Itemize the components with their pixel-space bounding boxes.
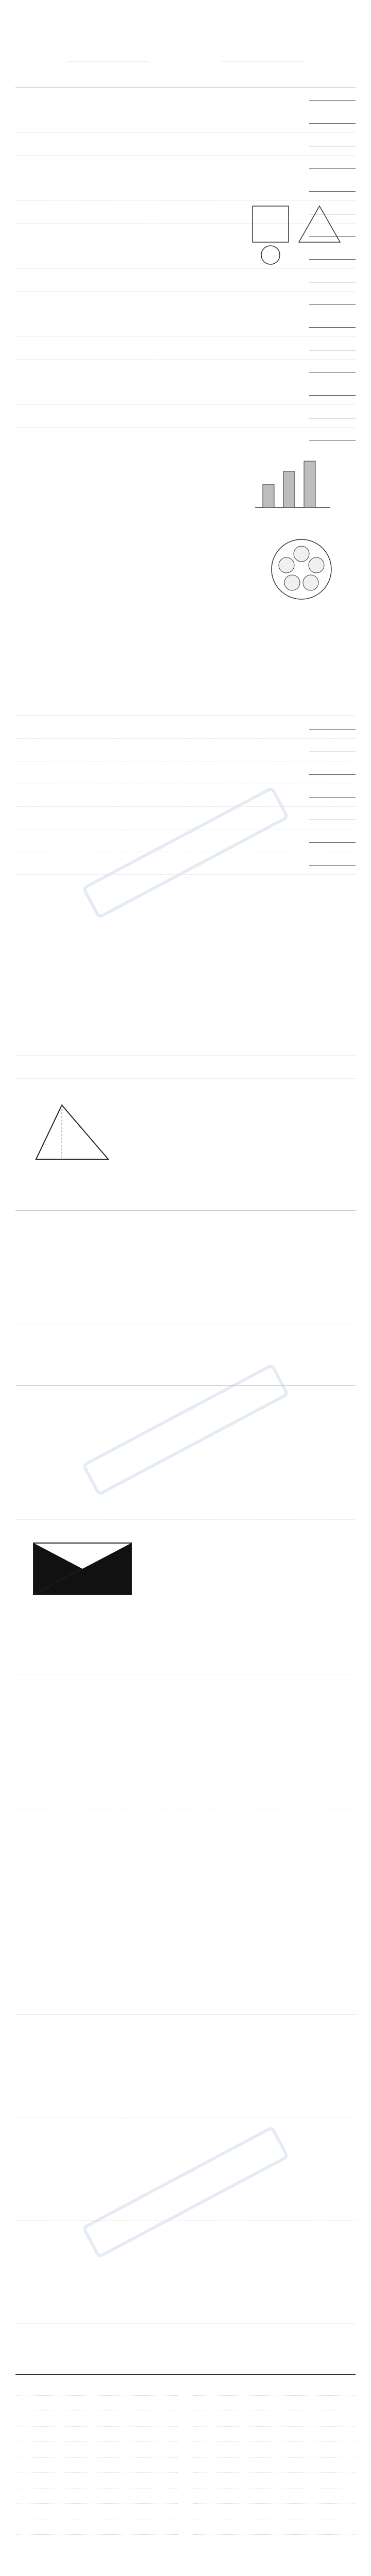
question-text [38, 766, 309, 777]
answer-blank[interactable] [309, 409, 356, 418]
answer-blank[interactable] [309, 720, 356, 730]
answer-key [15, 2360, 356, 2576]
question-text [38, 296, 309, 307]
answer-blank[interactable] [309, 114, 356, 124]
question-text [38, 2019, 356, 2030]
section-heading [15, 701, 356, 716]
question-text [38, 386, 309, 398]
question-number [15, 788, 38, 800]
question-number [15, 2225, 38, 2236]
question-item [15, 2014, 356, 2117]
question-number [15, 766, 38, 777]
question-item [15, 829, 356, 852]
answer-line [193, 2427, 356, 2442]
question-item [15, 133, 356, 156]
question-list [15, 1056, 356, 1079]
exam-meta [31, 49, 340, 63]
answer-line [193, 2504, 356, 2519]
question-number [15, 273, 38, 284]
answer-key-grid [15, 2375, 356, 2535]
question-item [15, 360, 356, 382]
question-text [38, 92, 309, 103]
answer-blank[interactable] [309, 318, 356, 328]
question-text [38, 788, 309, 800]
question-number [15, 2019, 38, 2030]
question-item [15, 852, 356, 875]
question-text [38, 856, 309, 868]
question-number [15, 1812, 38, 1824]
question-number [15, 1060, 38, 1072]
answer-blank[interactable] [309, 766, 356, 775]
answer-line [15, 2396, 178, 2411]
question-text [38, 409, 309, 420]
question-list [15, 1386, 356, 1942]
answer-blank[interactable] [309, 743, 356, 752]
question-text [38, 364, 309, 375]
question-number [15, 318, 38, 330]
answer-line [193, 2411, 356, 2427]
petal [294, 546, 309, 562]
question-text [38, 834, 309, 845]
answer-blank[interactable] [309, 160, 356, 169]
question-text [38, 1060, 356, 1072]
answer-line [193, 2396, 356, 2411]
question-number [15, 1390, 38, 1401]
answer-line [193, 2380, 356, 2396]
question-number [15, 205, 38, 216]
question-number [15, 182, 38, 194]
answer-blank[interactable] [309, 92, 356, 101]
question-item [15, 1674, 356, 1808]
triangle-figure [31, 1097, 113, 1164]
question-item [15, 88, 356, 110]
question-item [15, 2221, 356, 2324]
question-number [15, 1524, 38, 1535]
triangle-outline [36, 1105, 108, 1159]
petal [279, 557, 294, 573]
question-number [15, 432, 38, 443]
question-item [15, 382, 356, 405]
question-item [15, 314, 356, 337]
question-item [15, 337, 356, 360]
question-item [15, 1808, 356, 1942]
question-number [15, 811, 38, 822]
question-number [15, 834, 38, 845]
question-number [15, 743, 38, 754]
section-heading [15, 72, 356, 88]
question-number [15, 720, 38, 732]
answer-blank[interactable] [309, 811, 356, 820]
question-text [38, 720, 309, 732]
question-text [38, 432, 309, 443]
question-item [15, 807, 356, 829]
answer-line [15, 2442, 178, 2458]
question-number [15, 1215, 38, 1226]
answer-blank[interactable] [309, 182, 356, 192]
question-item [15, 1211, 356, 1324]
geometry-figure [242, 196, 345, 268]
figure-bar [263, 484, 274, 507]
answer-line [193, 2442, 356, 2458]
question-number [15, 114, 38, 126]
question-item [15, 2117, 356, 2221]
question-item [15, 405, 356, 428]
answer-line [15, 2504, 178, 2519]
question-number [15, 296, 38, 307]
question-text [38, 743, 309, 754]
answer-blank[interactable] [309, 364, 356, 373]
question-item [15, 1386, 356, 1520]
answer-line [15, 2411, 178, 2427]
question-list [15, 716, 356, 875]
answer-line [15, 2473, 178, 2488]
circle-shape [261, 246, 280, 264]
shaded-figure [31, 1540, 134, 1597]
answer-line [15, 2488, 178, 2504]
question-text [38, 182, 309, 194]
question-list [15, 2014, 356, 2324]
question-number [15, 2122, 38, 2133]
answer-blank[interactable] [309, 273, 356, 282]
question-item [15, 292, 356, 314]
question-item [15, 1056, 356, 1079]
question-item [15, 269, 356, 292]
question-item [15, 428, 356, 450]
triangle-shape [299, 206, 340, 242]
section-heading [15, 1041, 356, 1056]
question-number [15, 341, 38, 352]
question-item [15, 716, 356, 739]
section-heading [15, 1999, 356, 2014]
square-shape [252, 206, 289, 242]
page-title [21, 23, 350, 43]
question-number [15, 228, 38, 239]
question-number [15, 409, 38, 420]
question-list [15, 88, 356, 450]
question-text [38, 137, 309, 148]
question-text [38, 114, 309, 126]
answer-blank[interactable] [309, 296, 356, 305]
section-choice [15, 701, 356, 1020]
question-text [38, 2122, 356, 2133]
meta-right [222, 51, 304, 61]
section-calculation [15, 1195, 356, 1350]
section-extra [15, 1999, 356, 2339]
petal [284, 575, 300, 590]
question-text [38, 318, 309, 330]
answer-line [15, 2458, 178, 2473]
figure-bar [283, 471, 295, 507]
figure-bar [304, 461, 315, 507]
question-text [38, 1679, 356, 1690]
question-text [38, 1390, 356, 1401]
section-heading [15, 1370, 356, 1386]
answer-blank[interactable] [309, 137, 356, 146]
question-number [15, 856, 38, 868]
question-number [15, 92, 38, 103]
question-item [15, 739, 356, 761]
answer-line [193, 2488, 356, 2504]
answer-line [15, 2519, 178, 2535]
question-number [15, 1679, 38, 1690]
question-text [38, 2225, 356, 2236]
question-text [38, 273, 309, 284]
question-number [15, 386, 38, 398]
question-item [15, 156, 356, 178]
question-text [38, 811, 309, 822]
answer-key-heading [15, 2360, 356, 2375]
question-item [15, 110, 356, 133]
answer-blank[interactable] [309, 386, 356, 396]
question-text [38, 1812, 356, 1824]
answer-line [193, 2519, 356, 2535]
question-list [15, 1211, 356, 1324]
answer-blank[interactable] [309, 834, 356, 843]
petal [309, 557, 324, 573]
question-number [15, 364, 38, 375]
answer-blank[interactable] [309, 432, 356, 441]
answer-blank[interactable] [309, 788, 356, 798]
answer-line [15, 2427, 178, 2442]
section-application [15, 1370, 356, 1978]
question-text [38, 341, 309, 352]
question-number [15, 137, 38, 148]
answer-line [193, 2473, 356, 2488]
answer-line [193, 2458, 356, 2473]
question-item [15, 784, 356, 807]
question-text [38, 1524, 356, 1535]
petal [303, 575, 318, 590]
meta-left [67, 51, 149, 61]
bar-figure [247, 453, 335, 515]
question-text [38, 160, 309, 171]
question-number [15, 160, 38, 171]
answer-line [15, 2380, 178, 2396]
flower-figure [268, 536, 335, 603]
question-number [15, 250, 38, 262]
question-text [38, 1215, 356, 1226]
question-item [15, 761, 356, 784]
section-heading [15, 1195, 356, 1211]
answer-blank[interactable] [309, 341, 356, 350]
answer-blank[interactable] [309, 856, 356, 866]
